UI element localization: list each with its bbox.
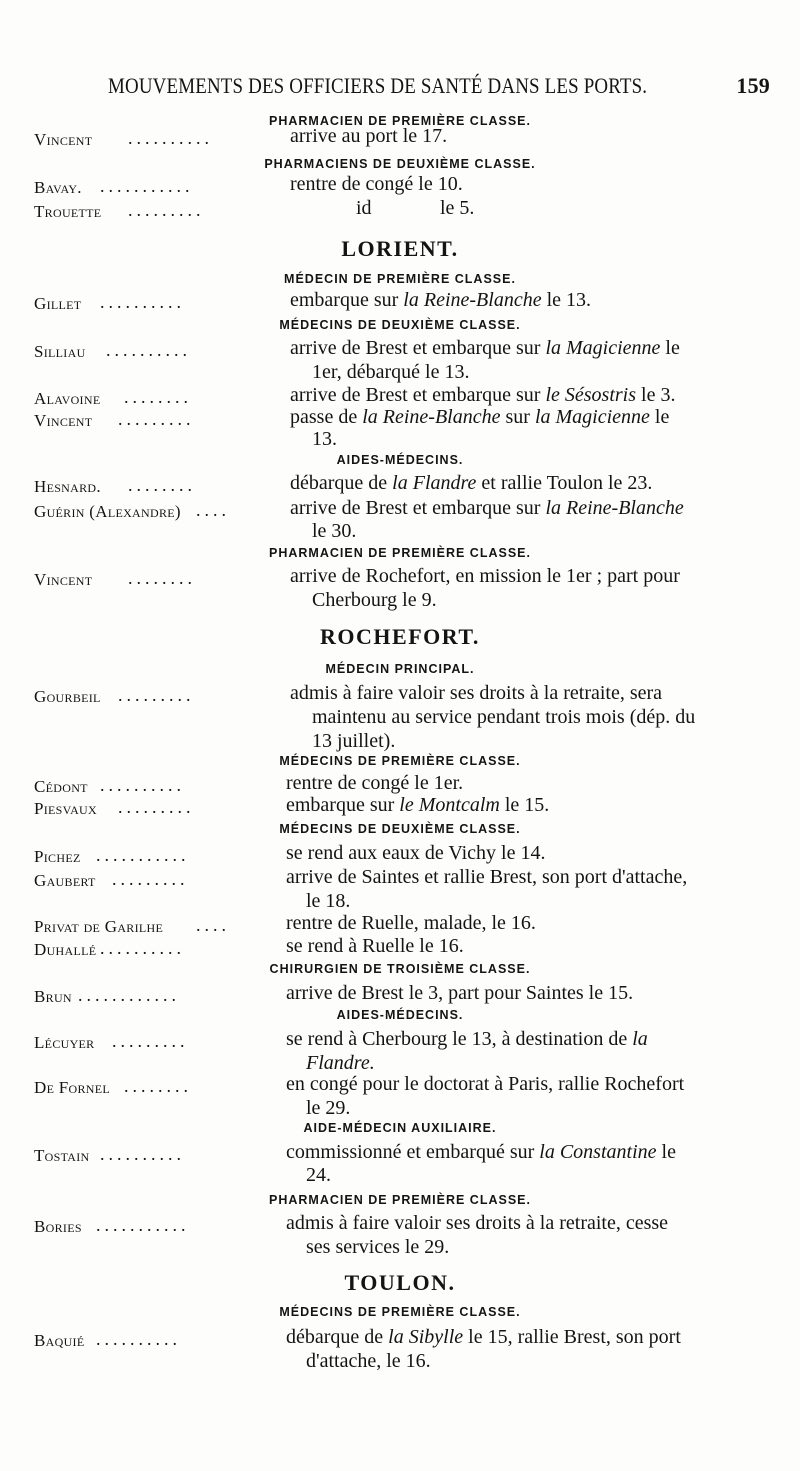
entry-text: arrive de Rochefort, en mission le 1er ; part pour	[290, 565, 680, 587]
running-head	[108, 68, 770, 104]
leader-dots: .........	[128, 200, 205, 220]
leader-dots: ..........	[100, 1144, 185, 1164]
section-heading: MÉDECINS DE PREMIÈRE CLASSE.	[279, 754, 521, 768]
entry-name: Gaubert	[34, 871, 96, 890]
leader-dots: ...........	[96, 845, 190, 865]
leader-dots: ...........	[100, 176, 194, 196]
leader-dots: ............	[78, 985, 180, 1005]
entry-name: Vincent	[34, 570, 93, 589]
section-heading: MÉDECIN DE PREMIÈRE CLASSE.	[284, 272, 516, 286]
section-heading: AIDES-MÉDECINS.	[336, 1008, 464, 1022]
entry-name: Bories	[34, 1217, 82, 1236]
section-heading: PHARMACIEN DE PREMIÈRE CLASSE.	[269, 546, 531, 560]
entry-text: rentre de Ruelle, malade, le 16.	[286, 912, 536, 934]
leader-dots: ..........	[100, 775, 185, 795]
entry-text: admis à faire valoir ses droits à la retraite, sera	[290, 682, 663, 704]
entry-text: arrive de Brest et embarque sur le Sésostris le 3.	[290, 384, 676, 406]
entry-text: arrive au port le 17.	[290, 125, 448, 147]
entry-name: Privat de Garilhe	[34, 917, 164, 936]
entry-text: le 30.	[312, 520, 357, 542]
section-heading: MÉDECINS DE PREMIÈRE CLASSE.	[279, 1305, 521, 1319]
entry-text: le 18.	[306, 890, 351, 912]
section-heading: MÉDECINS DE DEUXIÈME CLASSE.	[279, 822, 521, 836]
leader-dots: ........	[124, 387, 192, 407]
port-heading: TOULON.	[344, 1270, 456, 1295]
leader-dots: ..........	[96, 1329, 181, 1349]
entry-text: arrive de Brest le 3, part pour Saintes le 15.	[286, 982, 634, 1004]
entry-text: admis à faire valoir ses droits à la retraite, cesse	[286, 1212, 669, 1234]
entry-text: embarque sur la Reine-Blanche le 13.	[290, 289, 592, 311]
entry-name: Vincent	[34, 130, 93, 149]
leader-dots: ........	[128, 475, 196, 495]
section-heading: MÉDECIN PRINCIPAL.	[325, 662, 475, 676]
leader-dots: ....	[196, 915, 230, 935]
entry-text: 24.	[306, 1164, 331, 1186]
entry-name: Gillet	[34, 294, 82, 313]
entry-text: 13.	[312, 428, 337, 450]
entry-text: ses services le 29.	[306, 1236, 450, 1258]
entry-text: id	[356, 197, 372, 219]
entry-text: embarque sur le Montcalm le 15.	[286, 794, 550, 816]
entry-text: Flandre.	[306, 1052, 375, 1074]
section-heading: MÉDECINS DE DEUXIÈME CLASSE.	[279, 318, 521, 332]
leader-dots: ..........	[100, 292, 185, 312]
port-heading: LORIENT.	[341, 236, 459, 261]
entry-name: Gourbeil	[34, 687, 101, 706]
leader-dots: ...........	[96, 1215, 190, 1235]
section-heading: PHARMACIEN DE PREMIÈRE CLASSE.	[269, 114, 531, 128]
entry-text: le 5.	[440, 197, 475, 219]
entry-text: commissionné et embarqué sur la Constantine le	[286, 1141, 676, 1163]
entry-name: Baquié	[34, 1331, 85, 1350]
entry-name: Piesvaux	[34, 799, 97, 818]
entry-name: Bavay.	[34, 178, 82, 197]
entry-name: Guérin (Alexandre)	[34, 502, 181, 521]
entry-text: se rend aux eaux de Vichy le 14.	[286, 842, 546, 864]
running-head-title: MOUVEMENTS DES OFFICIERS DE SANTÉ DANS LES PORTS.	[108, 73, 648, 98]
leader-dots: ..........	[106, 340, 191, 360]
entry-text: arrive de Brest et embarque sur la Magicienne le	[290, 337, 680, 359]
entry-text: arrive de Brest et embarque sur la Reine-Blanche	[290, 497, 684, 519]
leader-dots: .........	[118, 685, 195, 705]
entry-name: Duhallé	[34, 940, 97, 959]
entry-name: Cédont	[34, 777, 88, 796]
entry-name: Hesnard.	[34, 477, 101, 496]
entry-name: Silliau	[34, 342, 86, 361]
entry-name: De Fornel	[34, 1078, 111, 1097]
section-heading: CHIRURGIEN DE TROISIÈME CLASSE.	[269, 962, 531, 976]
page-number: 159	[736, 73, 770, 98]
section-heading: AIDE-MÉDECIN AUXILIAIRE.	[303, 1121, 497, 1135]
entry-text: d'attache, le 16.	[306, 1350, 431, 1372]
entry-text: arrive de Saintes et rallie Brest, son port d'attache,	[286, 866, 688, 888]
section-heading: PHARMACIENS DE DEUXIÈME CLASSE.	[264, 157, 536, 171]
leader-dots: .........	[118, 797, 195, 817]
leader-dots: ..........	[128, 128, 213, 148]
entry-name: Pichez	[34, 847, 81, 866]
entry-text: débarque de la Flandre et rallie Toulon le 23.	[290, 472, 653, 494]
entry-text: rentre de congé le 10.	[290, 173, 463, 195]
entry-name: Vincent	[34, 411, 93, 430]
section-heading: AIDES-MÉDECINS.	[336, 453, 464, 467]
entry-name: Lécuyer	[34, 1033, 95, 1052]
entry-text: le 29.	[306, 1097, 351, 1119]
leader-dots: ........	[124, 1076, 192, 1096]
section-heading: PHARMACIEN DE PREMIÈRE CLASSE.	[269, 1193, 531, 1207]
entry-text: en congé pour le doctorat à Paris, rallie Rochefort	[286, 1073, 685, 1095]
leader-dots: .........	[112, 1031, 189, 1051]
entry-text: 1er, débarqué le 13.	[312, 361, 470, 383]
entry-text: rentre de congé le 1er.	[286, 772, 464, 794]
entry-name: Alavoine	[34, 389, 101, 408]
entry-text: se rend à Ruelle le 16.	[286, 935, 464, 957]
entry-text: 13 juillet).	[312, 730, 396, 752]
leader-dots: .........	[118, 409, 195, 429]
entry-name: Trouette	[34, 202, 102, 221]
entry-text: passe de la Reine-Blanche sur la Magicienne le	[290, 406, 670, 428]
port-heading: ROCHEFORT.	[320, 624, 480, 649]
entry-text: débarque de la Sibylle le 15, rallie Brest, son port	[286, 1326, 681, 1348]
leader-dots: ..........	[100, 938, 185, 958]
entry-name: Tostain	[34, 1146, 90, 1165]
entry-name: Brun	[34, 987, 72, 1006]
entry-text: maintenu au service pendant trois mois (dép. du	[312, 706, 696, 728]
entry-text: se rend à Cherbourg le 13, à destination de la	[286, 1028, 648, 1050]
entry-text: Cherbourg le 9.	[312, 589, 437, 611]
leader-dots: ....	[196, 500, 230, 520]
leader-dots: ........	[128, 568, 196, 588]
leader-dots: .........	[112, 869, 189, 889]
